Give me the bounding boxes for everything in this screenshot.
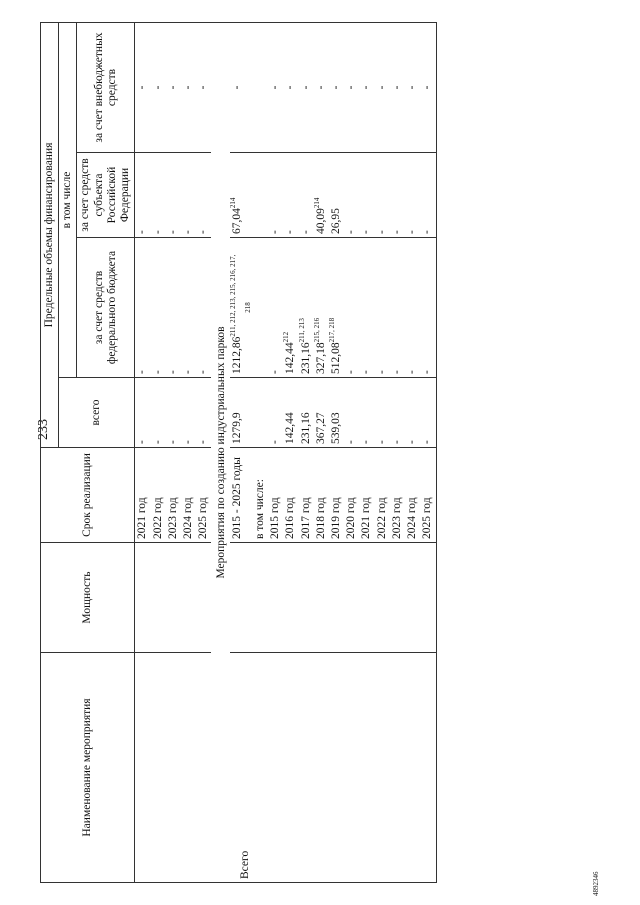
extrabudget-cell: - (269, 85, 282, 90)
capacity-cell (329, 543, 344, 653)
table-row (299, 23, 314, 883)
name-cell (405, 653, 420, 883)
capacity-cell (196, 543, 211, 653)
extrabudget-cell (253, 23, 268, 153)
capacity-cell (420, 543, 436, 653)
table-row (166, 23, 181, 883)
regional-cell: - (197, 230, 210, 234)
capacity-cell (375, 543, 390, 653)
regional-cell-footnote-ref: 214 (312, 197, 321, 209)
federal-cell-footnote-ref: 212 (282, 331, 291, 343)
extrabudget-cell: - (181, 85, 194, 90)
federal-cell: - (421, 370, 434, 374)
total-cell: - (151, 440, 164, 444)
federal-cell: - (151, 370, 164, 374)
extrabudget-cell: - (421, 85, 434, 90)
period-cell: 2021 год (136, 497, 149, 539)
total-cell: - (345, 440, 358, 444)
extrabudget-cell: - (284, 85, 297, 90)
name-cell (299, 653, 314, 883)
name-cell (344, 653, 359, 883)
extrabudget-cell: - (390, 85, 403, 90)
total-cell: - (181, 440, 194, 444)
capacity-cell (405, 543, 420, 653)
capacity-cell (230, 543, 253, 653)
regional-cell: 67,04 (230, 208, 243, 234)
total-cell: 231,16 (299, 412, 312, 444)
federal-cell: 231,16 (299, 342, 312, 374)
header-name: Наименование мероприятия (41, 653, 135, 883)
federal-cell: - (269, 370, 282, 374)
name-cell (268, 653, 283, 883)
regional-cell (253, 153, 268, 238)
period-cell: 2015 - 2025 годы (230, 457, 243, 539)
total-cell: - (166, 440, 179, 444)
regional-cell: - (269, 230, 282, 234)
period-cell: 2023 год (390, 497, 403, 539)
table-row (375, 23, 390, 883)
extrabudget-cell: - (151, 85, 164, 90)
period-cell: 2023 год (166, 497, 179, 539)
header-federal: за счет средств федерального бюджета (77, 238, 135, 378)
total-cell: 1279,9 (230, 412, 243, 444)
period-cell: 2025 год (421, 497, 434, 539)
name-cell (253, 653, 268, 883)
total-cell: - (421, 440, 434, 444)
name-cell (329, 653, 344, 883)
name-cell (283, 653, 298, 883)
federal-cell-footnote-ref: 217, 218 (328, 317, 337, 343)
period-cell: 2021 год (360, 497, 373, 539)
name-cell (166, 653, 181, 883)
period-cell: 2015 год (269, 497, 282, 539)
period-cell: 2024 год (406, 497, 419, 539)
table-row (135, 23, 151, 883)
period-cell: 2019 год (329, 497, 342, 539)
federal-cell: - (181, 370, 194, 374)
total-cell: 539,03 (329, 412, 342, 444)
capacity-cell (135, 543, 151, 653)
capacity-cell (253, 543, 268, 653)
table-row (268, 23, 283, 883)
federal-cell: 327,18 (314, 342, 327, 374)
table-row (344, 23, 359, 883)
table-row (405, 23, 420, 883)
federal-cell: - (390, 370, 403, 374)
header-regional: за счет средств субъекта Российской Федерации (77, 153, 135, 238)
extrabudget-cell: - (136, 85, 149, 90)
extrabudget-cell: - (299, 85, 312, 90)
extrabudget-cell: - (197, 85, 210, 90)
regional-cell: - (151, 230, 164, 234)
federal-cell: - (136, 370, 149, 374)
federal-cell: 512,08 (329, 342, 342, 374)
regional-cell: - (360, 230, 373, 234)
extrabudget-cell: - (166, 85, 179, 90)
header-including: в том числе (59, 23, 77, 378)
regional-cell: - (345, 230, 358, 234)
total-cell: 367,27 (314, 412, 327, 444)
name-cell (375, 653, 390, 883)
document-id: 4892346 (592, 871, 600, 896)
regional-cell: - (375, 230, 388, 234)
period-cell: 2024 год (181, 497, 194, 539)
total-cell: 142,44 (284, 412, 297, 444)
regional-cell: - (284, 230, 297, 234)
extrabudget-cell: - (406, 85, 419, 90)
capacity-cell (181, 543, 196, 653)
federal-cell: - (406, 370, 419, 374)
capacity-cell (283, 543, 298, 653)
table-header (41, 23, 135, 883)
total-cell: - (390, 440, 403, 444)
name-cell (181, 653, 196, 883)
section-title: Мероприятия по созданию индустриальных парков (211, 23, 229, 883)
capacity-cell (299, 543, 314, 653)
regional-cell: - (136, 230, 149, 234)
header-extrabudget: за счет внебюджетных средств (77, 23, 135, 153)
total-cell: - (197, 440, 210, 444)
table-row (420, 23, 436, 883)
regional-cell: - (421, 230, 434, 234)
capacity-cell (268, 543, 283, 653)
total-cell: - (406, 440, 419, 444)
capacity-cell (344, 543, 359, 653)
federal-cell: - (166, 370, 179, 374)
federal-cell: - (360, 370, 373, 374)
table-body (135, 23, 436, 883)
total-cell: - (269, 440, 282, 444)
period-cell: 2020 год (345, 497, 358, 539)
total-cell: - (136, 440, 149, 444)
regional-cell: 26,95 (329, 208, 342, 234)
federal-cell: 1212,86 (230, 336, 243, 374)
federal-cell: 142,44 (284, 342, 297, 374)
table-row (196, 23, 211, 883)
federal-cell: - (375, 370, 388, 374)
regional-cell: - (299, 230, 312, 234)
table-row (181, 23, 196, 883)
table-row (314, 23, 329, 883)
table-row (151, 23, 166, 883)
period-cell: 2016 год (284, 497, 297, 539)
table-row (283, 23, 298, 883)
capacity-cell (390, 543, 405, 653)
page-number: 233 (36, 419, 51, 440)
header-capacity: Мощность (41, 543, 135, 653)
capacity-cell (314, 543, 329, 653)
name-cell (151, 653, 166, 883)
federal-cell: - (197, 370, 210, 374)
financing-table (40, 22, 437, 883)
financing-table-sheet (40, 18, 560, 883)
regional-cell: - (406, 230, 419, 234)
total-cell (253, 378, 268, 448)
header-total: всего (59, 378, 135, 448)
regional-cell: - (181, 230, 194, 234)
name-cell (135, 653, 151, 883)
capacity-cell (151, 543, 166, 653)
federal-cell: - (345, 370, 358, 374)
total-row (230, 23, 253, 883)
capacity-cell (166, 543, 181, 653)
federal-cell-footnote-ref: 211, 213 (297, 318, 306, 343)
name-cell (359, 653, 374, 883)
extrabudget-cell: - (360, 85, 373, 90)
regional-cell: 40,09 (314, 208, 327, 234)
federal-cell-footnote-ref: 215, 216 (312, 317, 321, 343)
name-cell (314, 653, 329, 883)
period-cell: 2025 год (197, 497, 210, 539)
section-row (211, 23, 229, 883)
extrabudget-cell: - (230, 85, 243, 90)
extrabudget-cell: - (329, 85, 342, 90)
table-row (329, 23, 344, 883)
header-period: Срок реализации (41, 448, 135, 543)
total-label: Всего (238, 850, 251, 879)
period-cell: 2017 год (299, 497, 312, 539)
period-cell: 2018 год (314, 497, 327, 539)
federal-cell (253, 238, 268, 378)
table-row (390, 23, 405, 883)
regional-cell-footnote-ref: 214 (228, 197, 237, 209)
table-row (359, 23, 374, 883)
period-cell: 2022 год (375, 497, 388, 539)
name-cell (390, 653, 405, 883)
name-cell (420, 653, 436, 883)
extrabudget-cell: - (314, 85, 327, 90)
extrabudget-cell: - (375, 85, 388, 90)
federal-cell-footnote-ref: 211, 212, 213, 215, 216, 217, (228, 254, 237, 337)
federal-footnote-ref-cont: 218 (243, 302, 252, 313)
total-cell: - (360, 440, 373, 444)
period-cell: 2022 год (151, 497, 164, 539)
including-row (253, 23, 268, 883)
extrabudget-cell: - (345, 85, 358, 90)
regional-cell: - (390, 230, 403, 234)
name-cell (196, 653, 211, 883)
including-label: в том числе: (253, 479, 266, 539)
capacity-cell (359, 543, 374, 653)
regional-cell: - (166, 230, 179, 234)
header-financing: Предельные объемы финансирования (41, 23, 59, 448)
total-cell: - (375, 440, 388, 444)
